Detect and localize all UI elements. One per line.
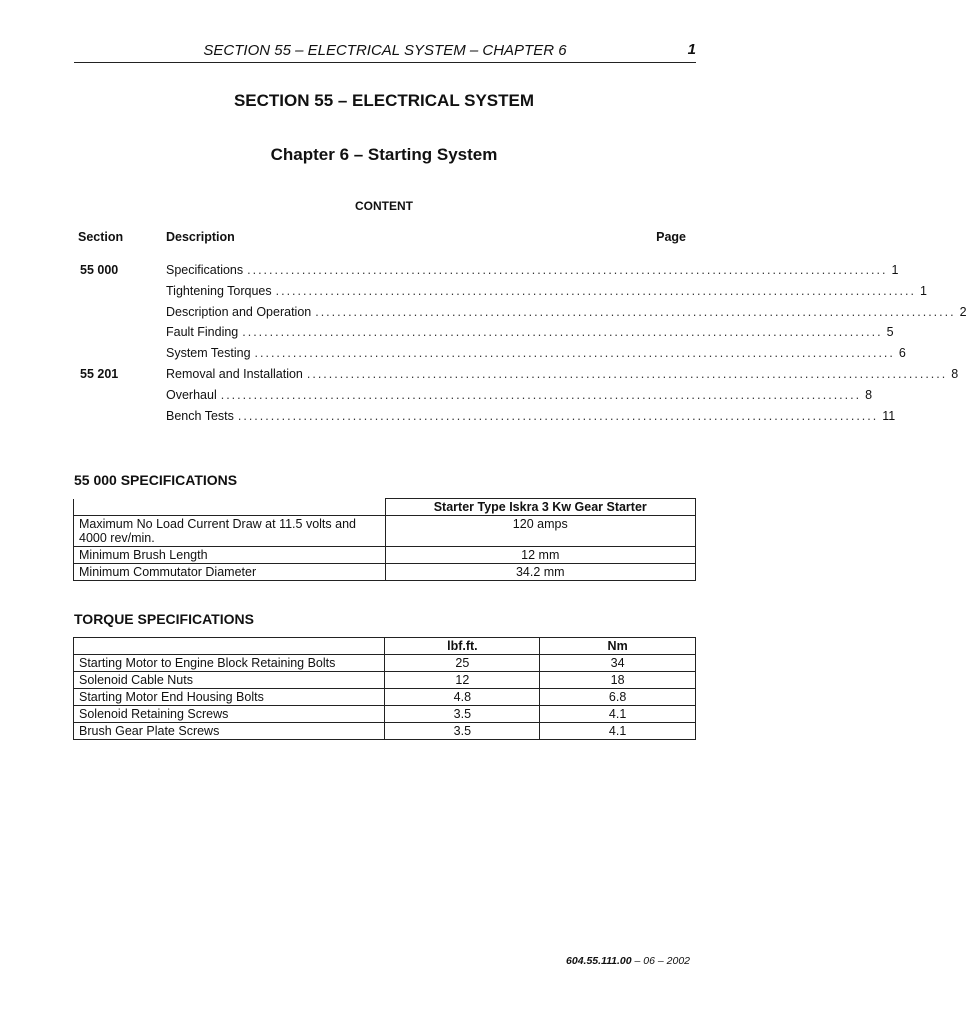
toc-description: Tightening Torques <box>166 284 272 298</box>
column-header-lbf: lbf.ft. <box>385 638 540 655</box>
page-number: 1 <box>687 41 696 58</box>
toc-header-page: Page <box>656 230 686 244</box>
toc-page: 5 <box>886 325 894 339</box>
torque-nm: 34 <box>540 655 696 672</box>
torque-table <box>73 637 696 740</box>
torque-lbf: 3.5 <box>385 723 540 740</box>
empty-header-cell <box>74 638 385 655</box>
toc-header-section: Section <box>78 230 124 244</box>
spec-value: 34.2 mm <box>385 564 695 581</box>
column-header-nm: Nm <box>540 638 696 655</box>
torque-label: Starting Motor to Engine Block Retaining Bolts <box>74 655 385 672</box>
running-header <box>74 42 696 63</box>
table-row <box>74 689 696 706</box>
torque-heading: TORQUE SPECIFICATIONS <box>74 611 254 627</box>
document-number: 604.55.111.00 <box>566 955 632 967</box>
toc-row[interactable]: Tightening Torques ..................................................................................................................... 1 <box>166 284 927 298</box>
table-header-row <box>74 499 696 516</box>
torque-lbf: 12 <box>385 672 540 689</box>
toc-description: System Testing <box>166 346 251 360</box>
torque-label: Solenoid Cable Nuts <box>74 672 385 689</box>
toc-row[interactable]: 55 201 Removal and Installation ..................................................................................................................... 8 <box>80 367 959 381</box>
toc-row[interactable]: Overhaul ..................................................................................................................... 8 <box>166 388 873 402</box>
toc-row[interactable]: Description and Operation ..................................................................................................................... 2 <box>166 305 967 319</box>
table-row <box>74 655 696 672</box>
toc-page: 11 <box>882 409 896 423</box>
torque-nm: 4.1 <box>540 706 696 723</box>
specifications-heading: 55 000 SPECIFICATIONS <box>74 472 238 488</box>
torque-lbf: 3.5 <box>385 706 540 723</box>
toc-row[interactable]: System Testing ..................................................................................................................... 6 <box>166 346 906 360</box>
torque-nm: 4.1 <box>540 723 696 740</box>
toc-description: Specifications <box>166 263 244 277</box>
toc-page: 1 <box>919 284 927 298</box>
torque-label: Brush Gear Plate Screws <box>74 723 385 740</box>
chapter-title: Chapter 6 – Starting System <box>270 145 498 164</box>
toc-page: 8 <box>865 388 873 402</box>
toc-row[interactable]: Bench Tests ..................................................................................................................... 11 <box>166 409 896 423</box>
torque-nm: 6.8 <box>540 689 696 706</box>
table-row <box>74 723 696 740</box>
document-date: – 06 – 2002 <box>631 955 690 967</box>
spec-value: 12 mm <box>385 547 695 564</box>
toc-page: 2 <box>959 305 967 319</box>
toc-section: 55 201 <box>80 367 119 381</box>
toc-page: 1 <box>891 263 899 277</box>
toc-description: Removal and Installation <box>166 367 303 381</box>
torque-lbf: 4.8 <box>385 689 540 706</box>
empty-header-cell <box>74 499 386 516</box>
spec-label: Minimum Commutator Diameter <box>74 564 386 581</box>
table-header-row <box>74 638 696 655</box>
running-header-title: SECTION 55 – ELECTRICAL SYSTEM – CHAPTER 6 <box>203 42 567 59</box>
torque-label: Solenoid Retaining Screws <box>74 706 385 723</box>
table-row <box>74 672 696 689</box>
toc-description: Description and Operation <box>166 305 312 319</box>
toc-description: Overhaul <box>166 388 217 402</box>
content-label: CONTENT <box>355 199 413 213</box>
toc-description: Bench Tests <box>166 409 234 423</box>
torque-label: Starting Motor End Housing Bolts <box>74 689 385 706</box>
toc-section: 55 000 <box>80 263 119 277</box>
toc-description: Fault Finding <box>166 325 239 339</box>
specifications-table <box>73 498 696 581</box>
table-row <box>74 706 696 723</box>
toc-header-description: Description <box>166 230 235 244</box>
table-row <box>74 564 696 581</box>
table-row <box>74 516 696 547</box>
table-row <box>74 547 696 564</box>
torque-nm: 18 <box>540 672 696 689</box>
toc-page: 6 <box>898 346 906 360</box>
section-title: SECTION 55 – ELECTRICAL SYSTEM <box>233 91 535 110</box>
spec-label: Maximum No Load Current Draw at 11.5 volts and 4000 rev/min. <box>74 516 386 547</box>
toc-row[interactable]: Fault Finding ..................................................................................................................... 5 <box>166 325 894 339</box>
toc-page: 8 <box>951 367 959 381</box>
spec-label: Minimum Brush Length <box>74 547 386 564</box>
document-footer <box>566 955 690 967</box>
toc-row[interactable]: 55 000 Specifications ..................................................................................................................... 1 <box>80 263 899 277</box>
column-header: Starter Type Iskra 3 Kw Gear Starter <box>385 499 695 516</box>
spec-value: 120 amps <box>385 516 695 547</box>
torque-lbf: 25 <box>385 655 540 672</box>
